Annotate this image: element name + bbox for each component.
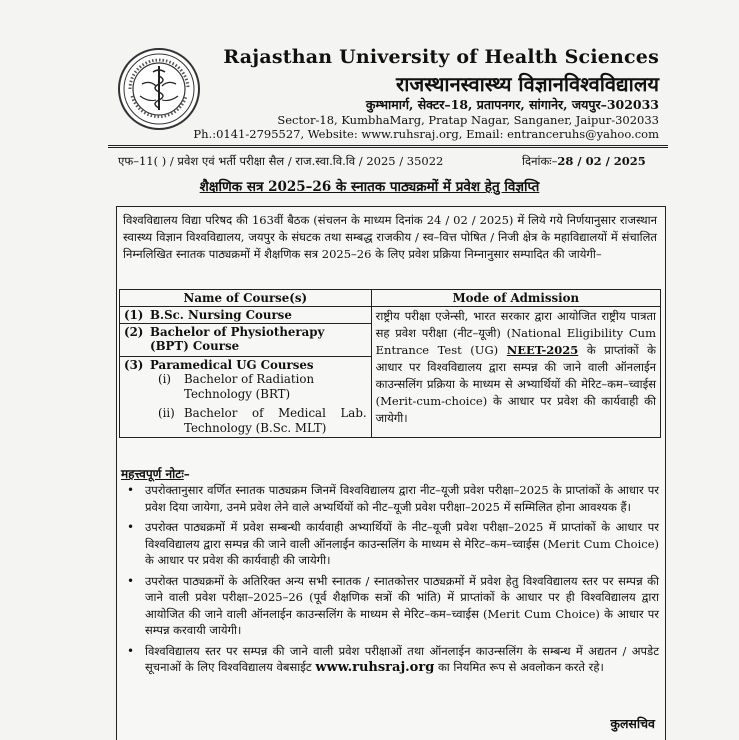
note-text-before: विश्वविद्यालय स्तर पर सम्पन्न की जाने वाली प्रवेश परीक्षाओं तथा ऑनलाईन काउन्सलिंग के सम्बन्ध में अद्यतन / अपडेट सूचनाओं के लिए विश्वविद्यालय वेबसाईट (145, 643, 659, 674)
course-cell (120, 307, 372, 324)
list-item (158, 372, 367, 402)
note-text: उपरोक्त पाठ्यक्रमों में प्रवेश सम्बन्धी कार्यवाही अभ्यार्थियों के नीट–यूजी प्रवेश परीक्षा–2025 में प्राप्तांकों के आधार पर विश्वविद्यालय द्वारा सम्पन्न की जाने वाली ऑनलाईन काउन्सलिंग के माध्यम से मेरिट–कम–च्वाईस (Merit Cum Choice) के आधार पर प्रवेश की कार्यवाही की जायेगी। (145, 520, 659, 567)
course-name: Paramedical UG Courses (150, 358, 314, 372)
sub-course-number: (ii) (158, 406, 175, 420)
table-header-row (120, 290, 661, 307)
note-text: उपरोक्त पाठ्यक्रमों के अतिरिक्त अन्य सभी स्नातक / स्नातकोत्तर पाठ्यक्रमों में प्रवेश हेतु विश्वविद्यालय स्तर पर सम्पन्न की जाने वाली प्रवेश परीक्षा–2025–26 (पूर्व शैक्षणिक सत्रों की भांति) में प्राप्तांकों के आधार पर ही विश्वविद्यालय द्वारा आयोजित की जाने वाली ऑनलाईन काउन्सलिंग के माध्यम से मेरिट–कम–च्वाईस (Merit Cum Choice) के आधार पर सम्पन्न करवायी जायेगी। (145, 573, 659, 637)
course-number: (2) (124, 325, 144, 339)
list-item (123, 573, 659, 639)
courses-table (119, 289, 661, 438)
sub-course-name: Bachelor of Medical Lab. Technology (B.Sc. MLT) (184, 406, 367, 435)
admission-mode-cell (371, 307, 660, 438)
sub-course-name: Bachelor of Radiation Technology (BRT) (184, 372, 315, 401)
website-link[interactable]: www.ruhsraj.org (315, 660, 435, 675)
address-english: Sector-18, KumbhaMarg, Pratap Nagar, Sanganer, Jaipur-302033 (277, 113, 659, 127)
neet-label: NEET-2025 (506, 343, 579, 357)
sub-course-list (124, 372, 367, 436)
course-cell (120, 324, 372, 357)
intro-paragraph: विश्वविद्यालय विद्या परिषद की 163वीं बैठक (संचलन के माध्यम दिनांक 24 / 02 / 2025) में लिये गये निर्णयानुसार राजस्थान स्वास्थ्य विज्ञान विश्वविद्यालय, जयपुर के संघटक तथा सम्बद्ध राजकीय / स्व–वित्त पोषित / निजी क्षेत्र के महाविद्यालयों में संचालित निम्नलिखित स्नातक पाठ्यक्रमों में शैक्षणिक सत्र 2025–26 के लिए प्रवेश प्रक्रिया निम्नानुसार सम्पादित की जायेगी– (123, 213, 657, 261)
mode-text-before: राष्ट्रीय परीक्षा एजेन्सी, भारत सरकार द्वारा आयोजित राष्ट्रीय पात्रता सह प्रवेश परीक्षा (नीट–यूजी) (National Eligibility Cum Entrance Test (UG) (375, 309, 656, 357)
list-item (123, 519, 659, 569)
course-name: B.Sc. Nursing Course (150, 308, 292, 322)
list-item (123, 482, 659, 515)
contact-line: Ph.:0141-2795527, Website: www.ruhsraj.org, Email: entranceruhs@yahoo.com (193, 127, 659, 141)
university-title-hindi: राजस्थानस्वास्थ्य विज्ञानविश्वविद्यालय (396, 72, 659, 96)
university-seal-icon (118, 48, 200, 130)
bullet-icon: • (127, 483, 135, 497)
sub-course-number: (i) (158, 372, 171, 386)
issue-date (522, 154, 646, 169)
letterhead-divider (108, 145, 668, 146)
bullet-icon: • (127, 573, 135, 588)
notes-list (123, 482, 659, 681)
list-item (158, 406, 367, 436)
course-cell (120, 357, 372, 438)
university-title-english: Rajasthan University of Health Sciences (223, 46, 659, 68)
note-text: उपरोक्तानुसार वर्णित स्नातक पाठ्यक्रम जिनमें विश्वविद्यालय द्वारा नीट–यूजी प्रवेश परीक्षा–2025 के प्राप्तांकों के आधार पर प्रवेश दिया जायेगा, उनमे प्रवेश लेने वाले अभ्यर्थियों को नीट–यूजी प्रवेश परीक्षा–2025 में सम्मिलित होना आवश्यक हैं। (145, 483, 659, 514)
notes-title (121, 465, 190, 482)
mode-text-after: के प्राप्तांकों के आधार पर विश्वविद्यालय द्वारा सम्पन्न की जाने वाली ऑनलाईन काउन्सलिंग प्रक्रिया के माध्यम से अभ्यार्थियों की मेरिट–कम–च्वाईस (Merit-cum-choice) के आधार पर प्रवेश की कार्यवाही की जायेगी। (375, 343, 657, 425)
reference-number: एफ–11( ) / प्रवेश एवं भर्ती परीक्षा सैल / राज.स्वा.वि.वि / 2025 / 35022 (118, 154, 444, 168)
signature-registrar: कुलसचिव (610, 716, 655, 731)
notes-title-text: महत्त्वपूर्ण नोटः (121, 467, 184, 481)
bullet-icon: • (127, 520, 135, 534)
column-header-course: Name of Course(s) (120, 290, 372, 307)
notice-body (116, 206, 666, 740)
list-item (123, 643, 659, 677)
note-text-after: का नियमित रूप से अवलोकन करते रहे। (437, 660, 604, 674)
column-header-mode: Mode of Admission (371, 290, 660, 307)
notice-heading: शैक्षणिक सत्र 2025–26 के स्नातक पाठ्यक्रमों में प्रवेश हेतु विज्ञप्ति (199, 179, 540, 195)
notes-title-suffix: – (183, 467, 190, 481)
date-value: 28 / 02 / 2025 (557, 154, 646, 168)
bullet-icon: • (127, 643, 135, 658)
table-row (120, 307, 661, 324)
course-number: (1) (124, 308, 144, 322)
course-number: (3) (124, 358, 144, 372)
address-hindi: कुम्भामार्ग, सेक्टर–18, प्रतापनगर, सांगानेर, जयपुर–302033 (365, 97, 659, 112)
letterhead-divider-2 (108, 147, 668, 148)
course-name: Bachelor of Physiotherapy (BPT) Course (150, 325, 325, 353)
date-label: दिनांकः– (522, 154, 558, 168)
